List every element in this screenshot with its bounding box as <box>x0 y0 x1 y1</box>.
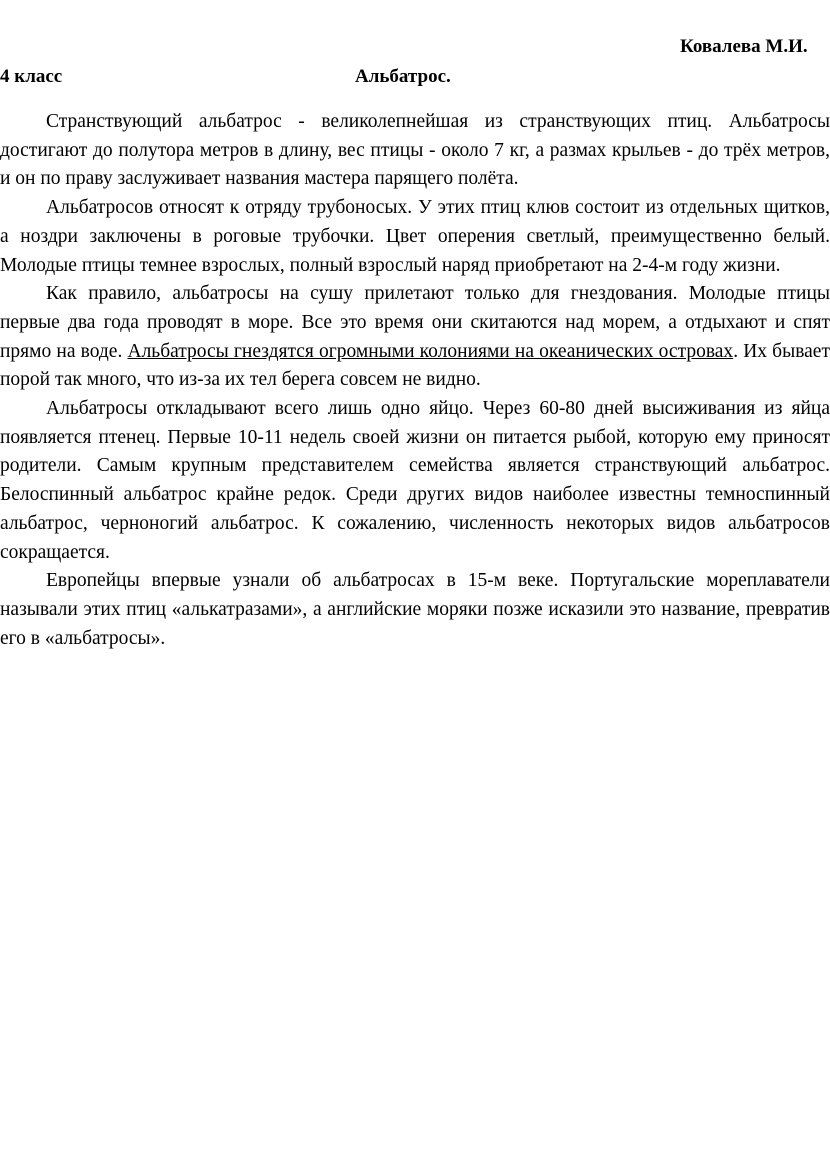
paragraph-3-start: Как правило, альбатросы на сушу прилетают только для гнездования. Молодые птицы первые два года проводят в море. Все это время они скитаются над морем, а отдыхают и спят прямо на воде. <box>0 283 830 362</box>
article-body <box>0 108 830 653</box>
page-title: Альбатрос. <box>355 66 451 87</box>
author-name: Ковалева М.И. <box>680 36 808 57</box>
grade-label: 4 класс <box>0 66 63 87</box>
paragraph-4: Альбатросы откладывают всего лишь одно яйцо. Через 60-80 дней высиживания из яйца появляется птенец. Первые 10-11 недель своей жизни он питается рыбой, которую ему приносят родители. Самым крупным представителем семейства является странствующий альбатрос. Белоспинный альбатрос крайне редок. Среди других видов наиболее известны темноспинный альбатрос, черноногий альбатрос. К сожалению, численность некоторых видов альбатросов сокращается. <box>0 398 830 563</box>
paragraph-3-end: . Их бывает порой так много, что из-за их тел берега совсем не видно. <box>0 340 830 391</box>
underlined-sentence: Альбатросы гнездятся огромными колониями на океанических островах <box>127 340 734 362</box>
paragraph-3 <box>0 280 830 395</box>
paragraph-2: Альбатросов относят к отряду трубоносых. У этих птиц клюв состоит из отдельных щитков, а ноздри заключены в роговые трубочки. Цвет оперения светлый, преимущественно белый. Молодые птицы темнее взрослых, полный взрослый наряд приобретают на 2-4-м году жизни. <box>0 197 830 276</box>
paragraph-5: Европейцы впервые узнали об альбатросах в 15-м веке. Португальские мореплаватели называли этих птиц «алькатразами», а английские моряки позже исказили это название, превратив его в «альбатросы». <box>0 570 830 649</box>
paragraph-1: Странствующий альбатрос - великолепнейшая из странствующих птиц. Альбатросы достигают до полутора метров в длину, вес птицы - около 7 кг, а размах крыльев - до трёх метров, и он по праву заслуживает названия мастера парящего полёта. <box>0 111 830 190</box>
